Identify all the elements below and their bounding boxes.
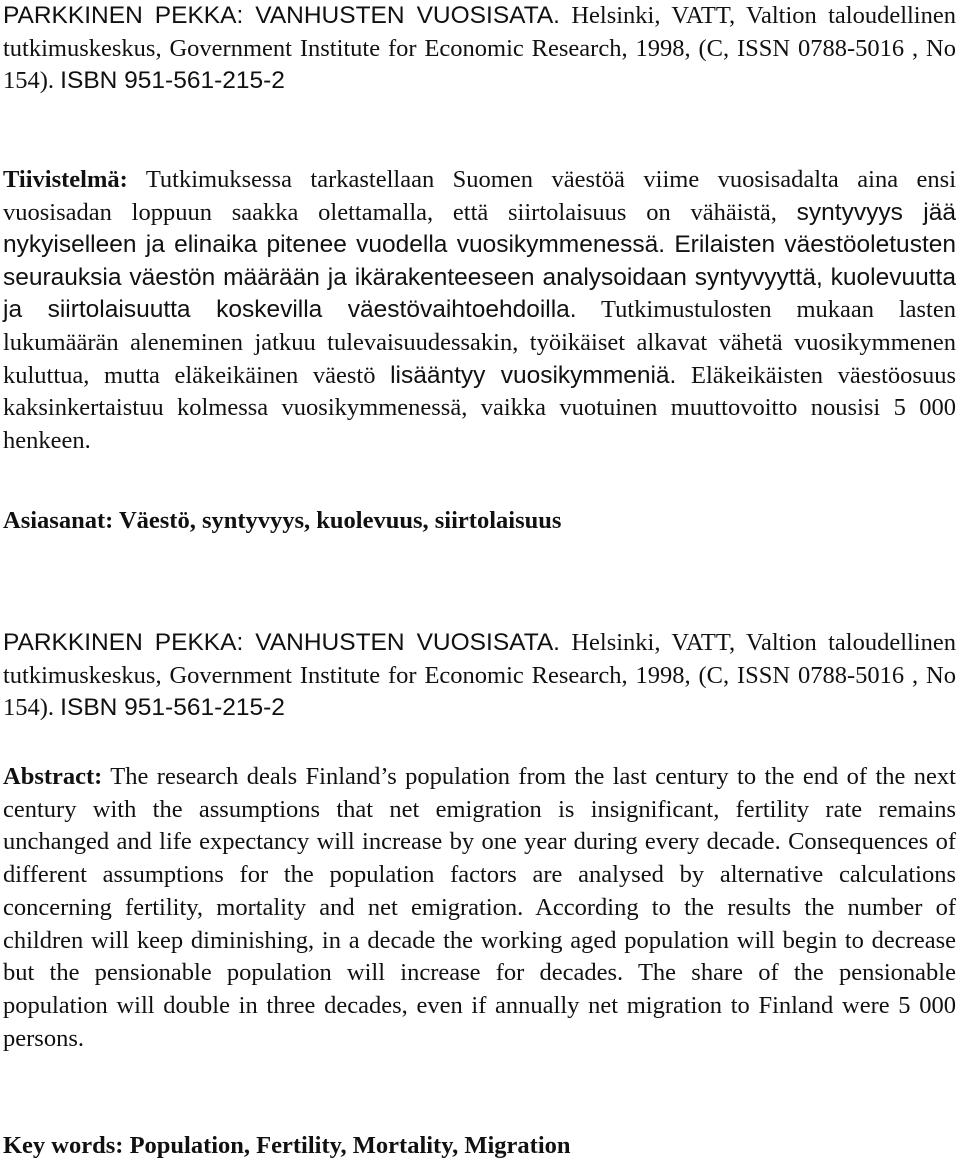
citation-author-title: PARKKINEN PEKKA: VANHUSTEN VUOSISATA.	[3, 2, 560, 29]
abstract-label: Tiivistelmä:	[3, 166, 128, 193]
keywords-english: Key words: Population, Fertility, Mortality, Migration	[3, 1132, 571, 1159]
citation-finnish	[3, 0, 956, 98]
abstract-text-part: The research deals Finland’s population from the last century to the end of the next century with the assumptions that net emigration is insignificant, fertility rate remains unchanged and life expectancy will increase by one year during every decade.	[3, 763, 956, 856]
abstract-text-part: According to the results the number of children will keep diminishing, in a decade the working aged population will begin to decrease but the pensionable population will increase for decades.	[3, 893, 957, 987]
abstract-text-part: Consequences of different assumptions for the population factors are analysed by alternative calculations concerning fertility, mortality and net emigration.	[3, 828, 956, 921]
abstract-label: Abstract:	[3, 763, 103, 790]
citation-publisher: Helsinki, VATT, Valtion taloudellinen tutkimuskeskus, Government Institute for Economic Research, 1998, (C, ISSN 0788-5016 , No 154).	[3, 2, 956, 95]
citation-author-title: PARKKINEN PEKKA: VANHUSTEN VUOSISATA.	[3, 629, 560, 656]
abstract-finnish	[3, 164, 956, 457]
abstract-text-part: lisääntyy vuosikymmeniä.	[390, 361, 677, 389]
abstract-text-part: Eläkeikäisten väestöosuus kaksinkertaistuu kolmessa vuosikymmenessä, vaikka vuotuinen muuttovoitto nousisi 5 000 henkeen.	[3, 361, 956, 454]
citation-english	[3, 627, 956, 725]
citation-publisher: Helsinki, VATT, Valtion taloudellinen tutkimuskeskus, Government Institute for Economic Research, 1998, (C, ISSN 0788-5016 , No 154).	[3, 629, 956, 722]
abstract-text-part: Tutkimustulosten mukaan lasten lukumäärän aleneminen jatkuu tulevaisuudessakin, työikäiset alkavat vähetä vuosikymmenen kuluttua, mutta eläkeikäinen väestö	[3, 296, 956, 389]
citation-isbn: ISBN 951-561-215-2	[60, 694, 285, 722]
abstract-english	[3, 761, 956, 1055]
abstract-text-part: syntyvyys jää nykyiselleen ja elinaika pitenee vuodella vuosikymmenessä. Erilaisten väestöoletusten seurauksia väestön määrään ja ikärakenteeseen analysoidaan syntyvyyttä, kuolevuutta ja siirtolaisuutta koskevilla väestövaihtoehdoilla.	[3, 198, 957, 324]
citation-isbn: ISBN 951-561-215-2	[60, 67, 285, 95]
abstract-text-part: The share of the pensionable population will double in three decades, even if annually net migration to Finland were 5 000 persons.	[3, 959, 956, 1052]
keywords-finnish: Asiasanat: Väestö, syntyvyys, kuolevuus, siirtolaisuus	[3, 507, 562, 534]
abstract-text-part: Tutkimuksessa tarkastellaan Suomen väestöä viime vuosisadalta aina ensi vuosisadan loppuun saakka olettamalla, että siirtolaisuus on vähäistä,	[3, 166, 957, 226]
